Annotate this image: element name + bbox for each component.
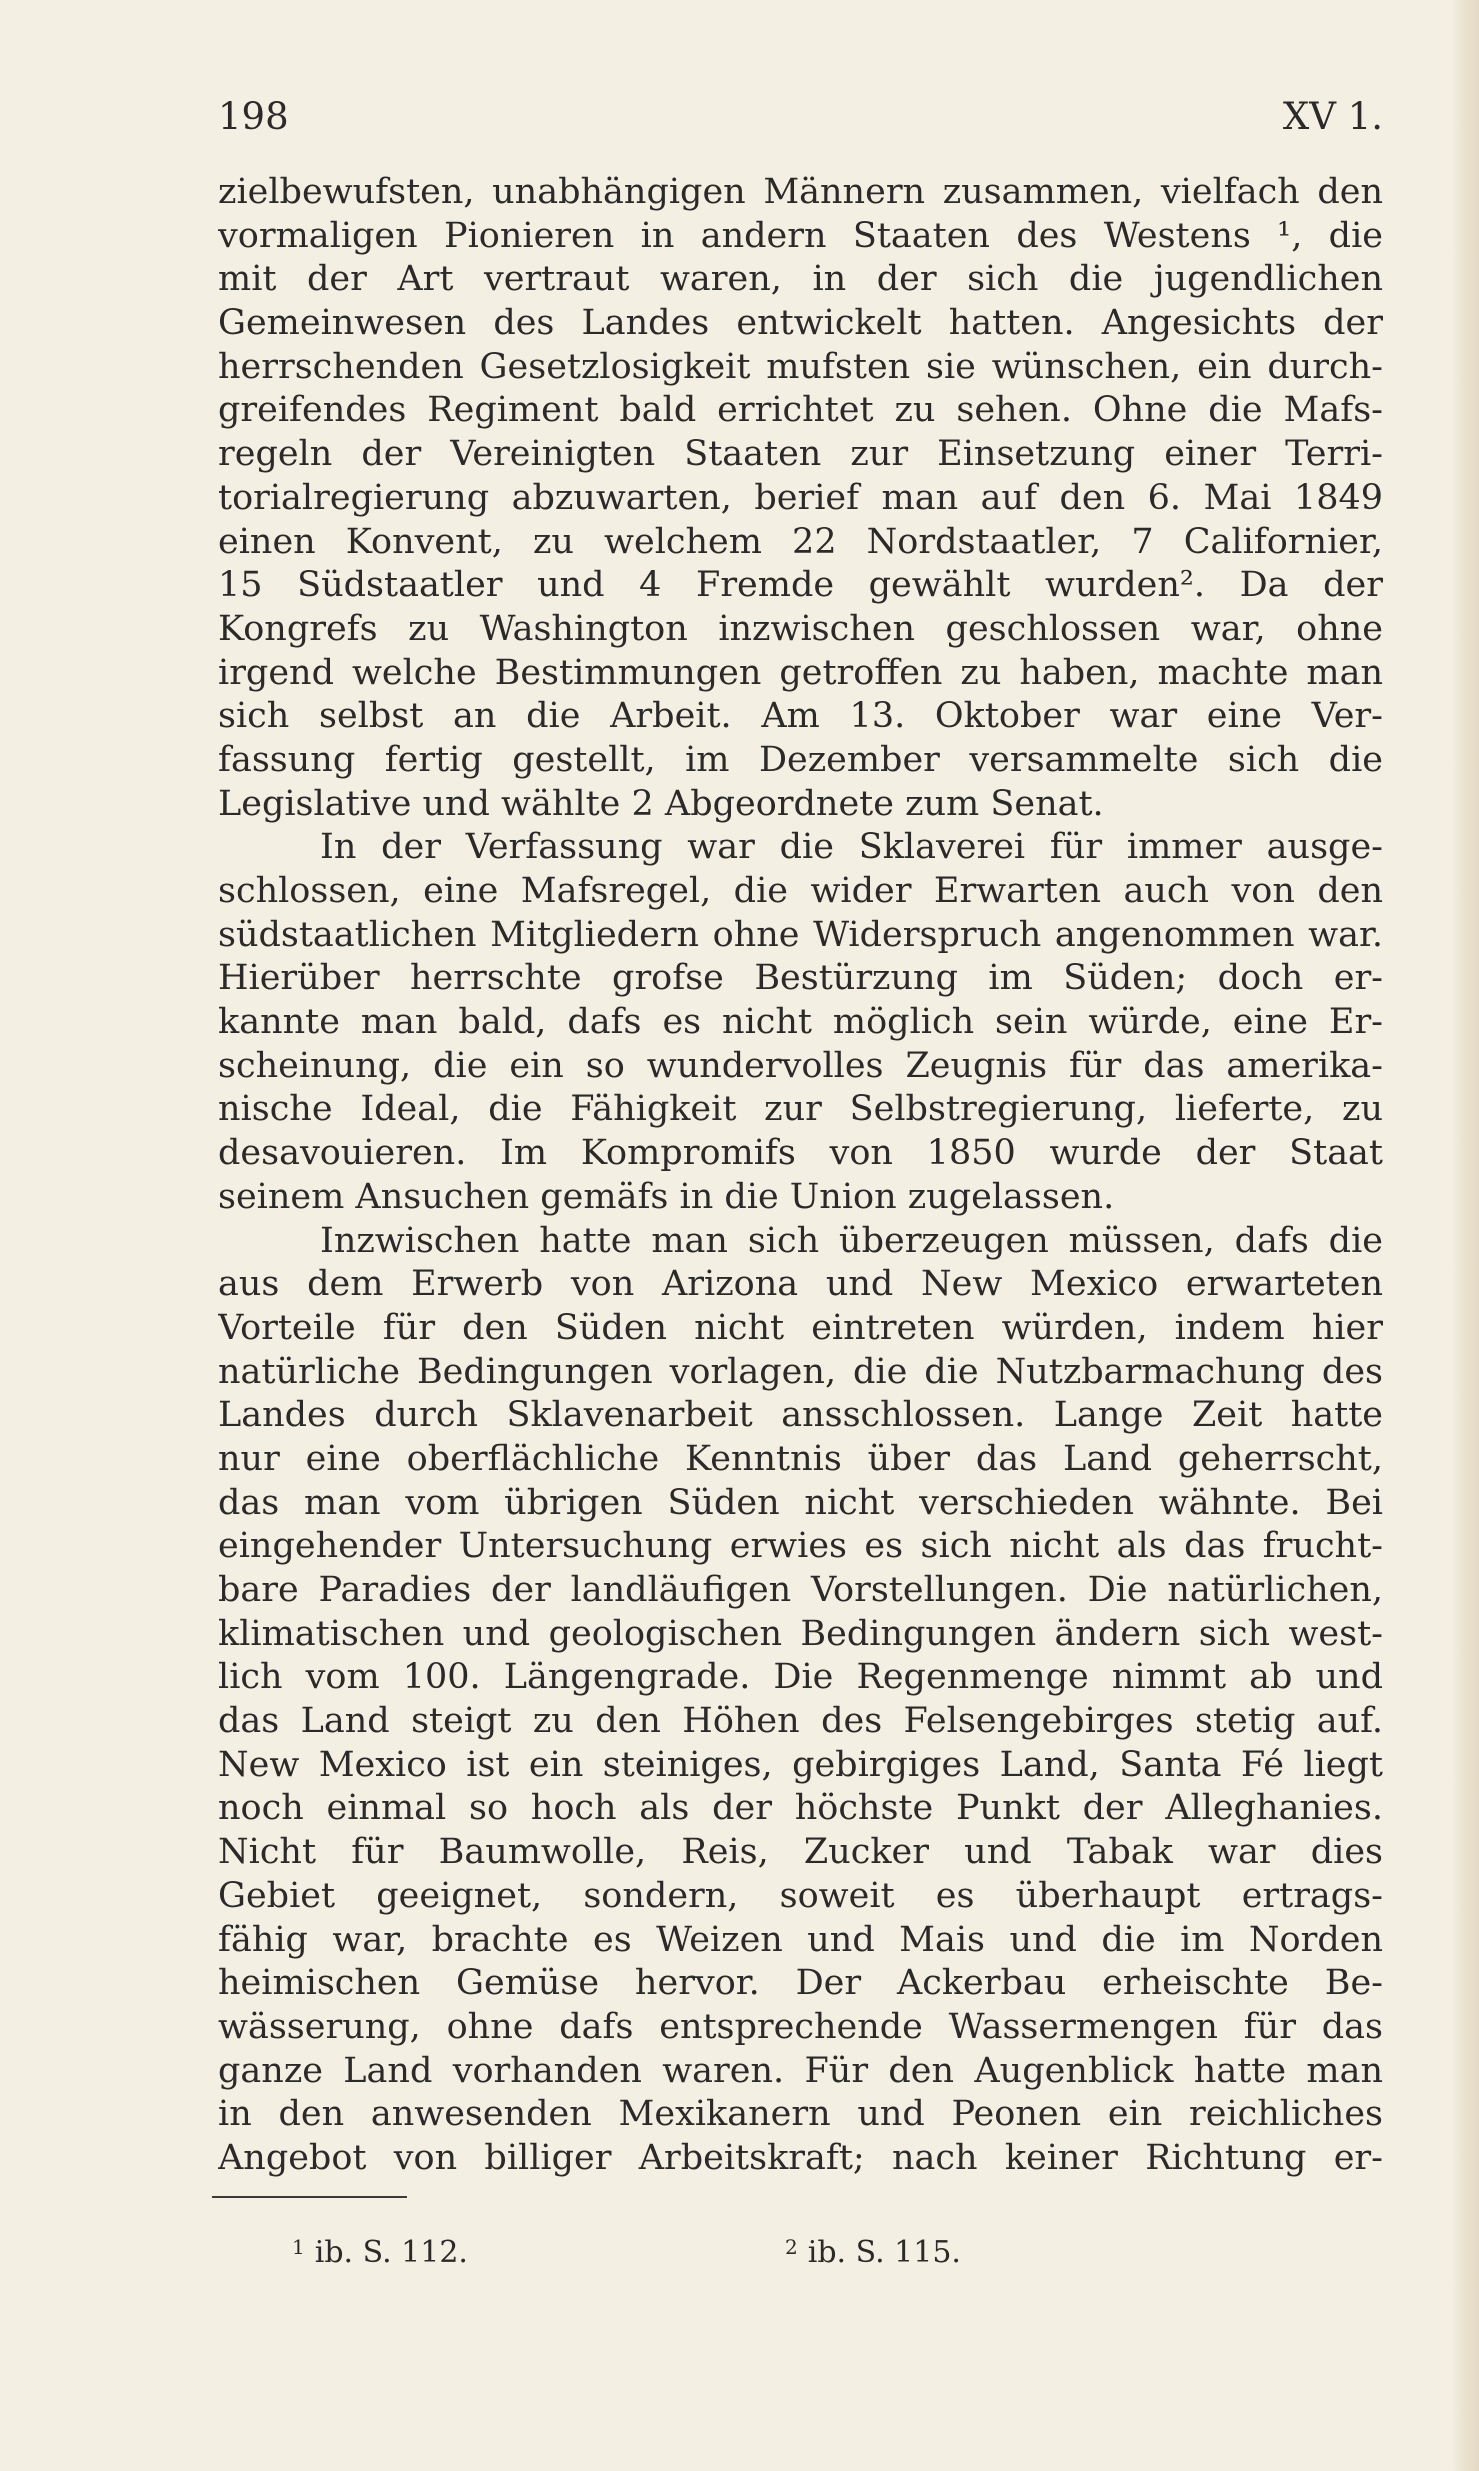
text-line: schlossen, eine Mafsregel, die wider Erwarten auch von den <box>218 871 1383 911</box>
text-line: mit der Art vertraut waren, in der sich die jugendlichen <box>218 259 1383 300</box>
text-line: das Land steigt zu den Höhen des Felsengebirges stetig auf. <box>218 1701 1383 1742</box>
running-head: XV 1. <box>1282 95 1383 138</box>
text-line: natürliche Bedingungen vorlagen, die die Nutzbarmachung des <box>218 1351 1383 1392</box>
footnote-2 <box>785 2225 961 2275</box>
body-text <box>218 171 1383 2181</box>
footnote-text: ib. S. 112. <box>314 2235 468 2270</box>
text-line: nische Ideal, die Fähigkeit zur Selbstregierung, lieferte, zu <box>218 1089 1383 1130</box>
text-line: Legislative und wählte 2 Abgeordnete zum Senat. <box>218 783 1104 824</box>
text-line: Landes durch Sklavenarbeit ansschlossen. Lange Zeit hatte <box>218 1395 1383 1436</box>
text-line: regeln der Vereinigten Staaten zur Einsetzung einer Terri- <box>218 434 1383 475</box>
text-line: 15 Südstaatler und 4 Fremde gewählt wurden². Da der <box>218 565 1383 606</box>
text-line: ganze Land vorhanden waren. Für den Augenblick hatte man <box>218 2050 1383 2091</box>
text-line: New Mexico ist ein steiniges, gebirgiges Land, Santa Fé liegt <box>218 1744 1383 1785</box>
text-line: südstaatlichen Mitgliedern ohne Widerspruch angenommen war. <box>218 914 1383 955</box>
text-line: torialregierung abzuwarten, berief man auf den 6. Mai 1849 <box>218 477 1383 518</box>
text-line: lich vom 100. Längengrade. Die Regenmenge nimmt ab und <box>218 1657 1383 1698</box>
footnote-marker: 2 <box>785 2235 798 2259</box>
text-line: zielbewufsten, unabhängigen Männern zusammen, vielfach den <box>218 172 1383 212</box>
footnote-text: ib. S. 115. <box>807 2235 961 2270</box>
footnotes <box>292 2225 1192 2269</box>
text-line: Inzwischen hatte man sich überzeugen müssen, dafs die <box>320 1220 1383 1261</box>
text-line: heimischen Gemüse hervor. Der Ackerbau erheischte Be- <box>218 1963 1383 2004</box>
footnote-rule <box>212 2196 407 2198</box>
text-line: Gebiet geeignet, sondern, soweit es überhaupt ertrags- <box>218 1875 1383 1916</box>
text-line: Gemeinwesen des Landes entwickelt hatten. Angesichts der <box>218 303 1383 344</box>
text-line: Nicht für Baumwolle, Reis, Zucker und Tabak war dies <box>218 1832 1383 1873</box>
footnote-marker: 1 <box>292 2235 305 2259</box>
text-line: kannte man bald, dafs es nicht möglich sein würde, eine Er- <box>218 1002 1383 1043</box>
text-line: klimatischen und geologischen Bedingungen ändern sich west- <box>218 1613 1383 1654</box>
page-edge-shadow <box>1451 0 1479 2471</box>
text-line: desavouieren. Im Kompromifs von 1850 wurde der Staat <box>218 1133 1383 1174</box>
text-line: wässerung, ohne dafs entsprechende Wassermengen für das <box>218 2006 1383 2047</box>
text-line: in den anwesenden Mexikanern und Peonen ein reichliches <box>218 2094 1383 2135</box>
text-line: seinem Ansuchen gemäfs in die Union zugelassen. <box>218 1176 1115 1217</box>
text-line: noch einmal so hoch als der höchste Punkt der Alleghanies. <box>218 1788 1383 1829</box>
text-line: bare Paradies der landläufigen Vorstellungen. Die natürlichen, <box>218 1570 1383 1610</box>
text-line: In der Verfassung war die Sklaverei für immer ausge- <box>320 827 1383 868</box>
page-number: 198 <box>218 95 289 138</box>
text-line: scheinung, die ein so wundervolles Zeugnis für das amerika- <box>218 1045 1383 1086</box>
text-line: einen Konvent, zu welchem 22 Nordstaatler, 7 Californier, <box>218 521 1383 562</box>
text-line: fassung fertig gestellt, im Dezember versammelte sich die <box>218 739 1383 780</box>
text-line: sich selbst an die Arbeit. Am 13. Oktober war eine Ver- <box>218 696 1383 737</box>
text-line: aus dem Erwerb von Arizona und New Mexico erwarteten <box>218 1264 1383 1305</box>
page-header <box>218 92 1383 142</box>
text-line: irgend welche Bestimmungen getroffen zu haben, machte man <box>218 652 1383 693</box>
text-line: vormaligen Pionieren in andern Staaten des Westens ¹, die <box>218 215 1383 256</box>
text-line: Kongrefs zu Washington inzwischen geschlossen war, ohne <box>218 608 1383 649</box>
text-line: fähig war, brachte es Weizen und Mais und die im Norden <box>218 1919 1383 1960</box>
text-line: greifendes Regiment bald errichtet zu sehen. Ohne die Mafs- <box>218 390 1383 431</box>
footnote-1 <box>292 2225 468 2275</box>
text-line: herrschenden Gesetzlosigkeit mufsten sie wünschen, ein durch- <box>218 346 1383 387</box>
text-line: eingehender Untersuchung erwies es sich nicht als das frucht- <box>218 1526 1383 1567</box>
text-line: Angebot von billiger Arbeitskraft; nach keiner Richtung er- <box>218 2137 1383 2178</box>
text-line: das man vom übrigen Süden nicht verschieden wähnte. Bei <box>218 1482 1383 1523</box>
text-line: Hierüber herrschte grofse Bestürzung im Süden; doch er- <box>218 958 1383 999</box>
text-line: Vorteile für den Süden nicht eintreten würden, indem hier <box>218 1307 1383 1348</box>
text-line: nur eine oberflächliche Kenntnis über das Land geherrscht, <box>218 1438 1383 1479</box>
